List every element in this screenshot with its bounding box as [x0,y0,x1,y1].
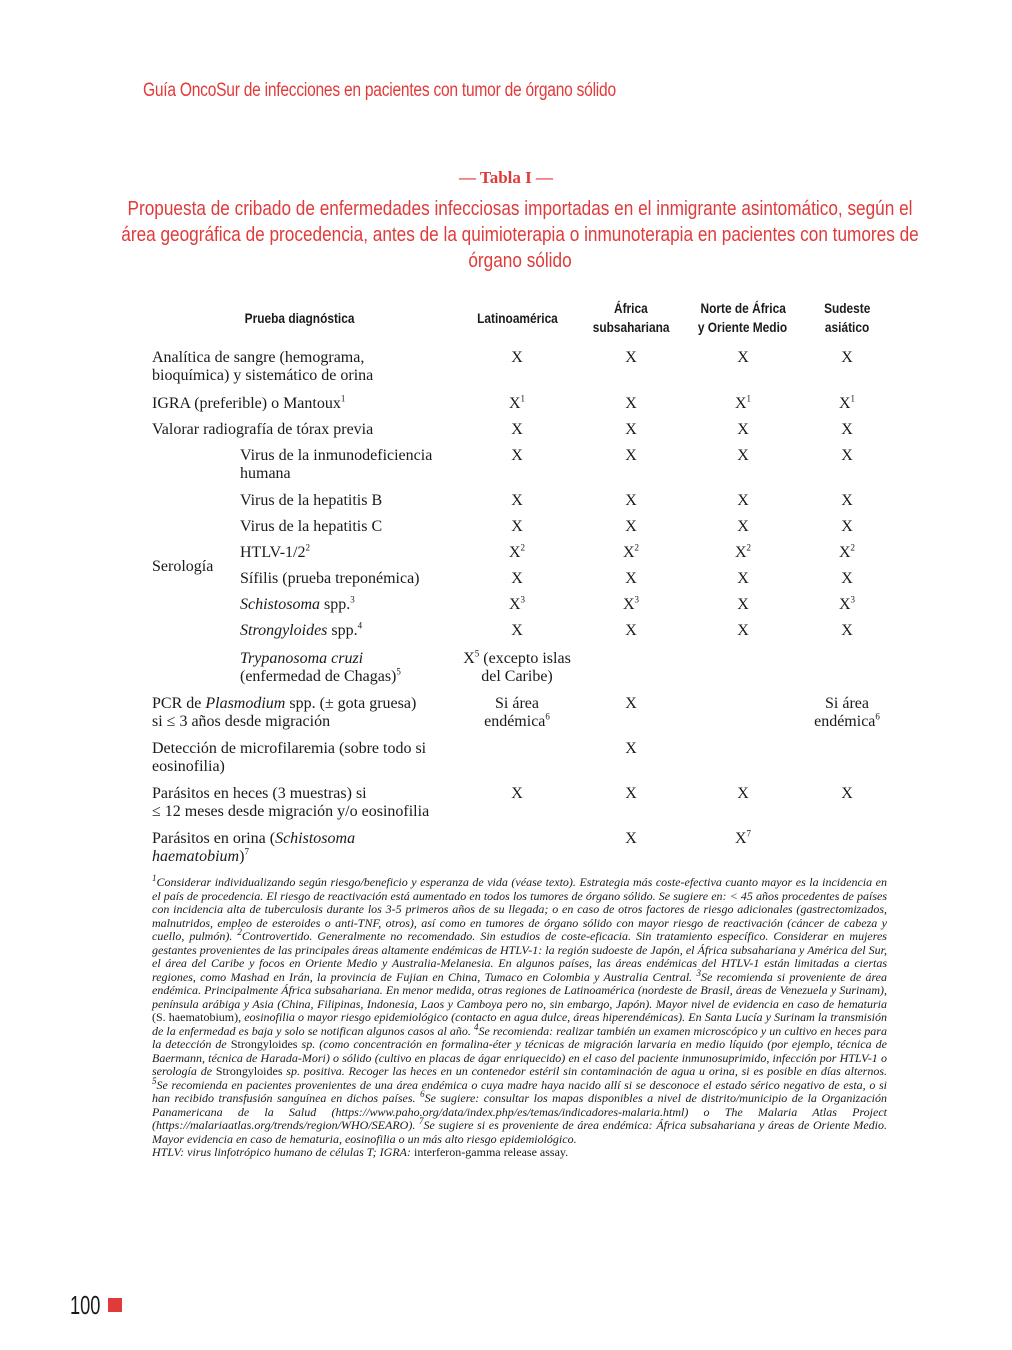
row-blood-test: Analítica de sangre (hemograma, bioquímica) y sistemático de orina [152,349,374,384]
row-hiv: Virus de la inmunodeficiencia humana [240,447,433,482]
serology-label: Serología [152,558,214,575]
cell-s7-sea: X [841,622,853,639]
cell-r6-sea: X [841,785,853,802]
cell-r4-latam: Si área endémica$^6$ [484,695,550,730]
cell-s6-ssa: $X^3$ [622,594,640,613]
header-sea: Sudeste asiático [823,300,871,335]
cell-s3-ssa: X [625,518,637,535]
cell-s3-sea: X [841,518,853,535]
cell-r2-ssa: X [625,395,637,412]
cell-s2-nafr: X [737,492,749,509]
cell-s8-latam: $X^5$ (excepto islas del Caribe) [463,648,571,685]
cell-r6-ssa: X [625,785,637,802]
cell-r4-sea: Si área endémica$^6$ [814,695,880,730]
cell-s4-latam: $X^2$ [508,542,526,561]
row-syphilis: Sífilis (prueba treponémica) [240,570,420,587]
cell-s3-latam: X [511,518,523,535]
row-htlv: HTLV-$1/2^2$ [240,542,310,561]
cell-r1-sea: X [841,349,853,366]
cell-r3-ssa: X [625,421,637,438]
row-urine-parasites: Parásitos en orina (Schistosoma haematobium)$^7$ [152,830,356,865]
cell-r2-nafr: $X^1$ [734,393,752,412]
cell-s7-ssa: X [625,622,637,639]
row-trypanosoma: Trypanosoma cruzi (enfermedad de Chagas)$^5$ [240,650,401,685]
row-stool-parasites: Parásitos en heces (3 muestras) si ≤ 12 meses desde migración y/o eosinofilia [152,785,430,820]
cell-s6-latam: $X^3$ [508,594,526,613]
cell-s6-sea: $X^3$ [838,594,856,613]
cell-r5-ssa: X [625,740,637,757]
cell-s7-nafr: X [737,622,749,639]
row-schistosoma: Schistosoma spp.$^3$ [240,594,355,613]
row-pcr-plasmodium: PCR de Plasmodium spp. (± gota gruesa) si ≤ 3 años desde migración [152,695,417,730]
cell-r7-ssa: X [625,830,637,847]
cell-r6-latam: X [511,785,523,802]
row-igra: IGRA (preferible) o Mantoux$^1$ [152,393,346,412]
cell-s4-sea: $X^2$ [838,542,856,561]
cell-r3-latam: X [511,421,523,438]
row-hcv: Virus de la hepatitis C [240,518,383,535]
cell-r3-sea: X [841,421,853,438]
cell-s1-nafr: X [737,447,749,464]
row-strongyloides: Strongyloides spp.$^4$ [240,620,363,639]
cell-s1-latam: X [511,447,523,464]
cell-s5-nafr: X [737,570,749,587]
table-footnotes: $^1$Considerar individualizando según riesgo/beneficio y esperanza de vida (véase texto). Estrategia más coste-efectiva cuanto mayor es la incidencia en el país de procedencia. El riesgo de reactivación está aumentado en todos los tumores de órgano sólido. Se sugiere en: < 45 años procedentes de países con incidencia alta de tuberculosis durante los 3-5 primeros años de su llegada; o en caso de otros factores de riesgo adicionales (gastrectomizados, malnutridos, empleo de esteroides o anti-TNF, otros), así como en tumores de órgano sólido con mayor riesgo de reactivación (cáncer de cabeza y cuello, pulmón). $^2$Controvertido. Generalmente no recomendado. Sin estudios de coste-eficacia. Sin tratamiento específico. Considerar en mujeres gestantes provenientes de las principales áreas altamente endémicas de HTLV-1: la región sudoeste de Japón, el África subsahariana y América del Sur, el área del Caribe y focos en Oriente Medio y Australia-Melanesia. En algunos países, las áreas endémicas del HTLV-1 están limitadas a ciertas regiones, como Mashad en Irán, la provincia de Fujian en China, Tumaco en Colombia y Australia Central. $^3$Se recomienda si proveniente de área endémica. Principalmente África subsahariana. En menor medida, otras regiones de Latinoamérica (nordeste de Brasil, áreas de Venezuela y Surinam), península arábiga y Asia (China, Filipinas, Indonesia, Laos y Camboya pero no, sin embargo, Japón). Mayor nivel de evidencia en caso de hematuria (S. haematobium), eosinofilia o mayor riesgo epidemiológico (contacto en agua dulce, áreas hiperendémicas). En Santa Lucía y Surinam la transmisión de la enfermedad es baja y solo se notifican algunos casos al año. $^4$Se recomienda: realizar también un examen microscópico y un cultivo en heces para la detección de Strongyloides sp. (como concentración en formalina-éter y técnicas de migración larvaria en medio líquido (por ejemplo, técnica de Baermann, técnica de Harada-Mori) o sólido (cultivo en placas de ágar enriquecido) en el caso del paciente inmunosuprimido, infección por HTLV-1 o serología de Strongyloides sp. positiva. Recoger las heces en un contenedor estéril sin contaminación de agua u orina, si es posible en días alternos. $^5$Se recomienda en pacientes provenientes de una área endémica o cuya madre haya nacido allí si se desconoce el estado sérico negativo de esta, o si han recibido transfusión sanguínea en dichos países. $^6$Se sugiere: consultar los mapas disponibles a nivel de distrito/municipio de la Organización Panamericana de la Salud (https://www.paho.org/data/index.php/es/temas/indicadores-malaria.html) o The Malaria Atlas Project (https://malariaatlas.org/trends/region/WHO/SEARO). $^7$Se sugiere si es proveniente de área endémica: África subsahariana y áreas de Oriente Medio. Mayor evidencia en caso de hematuria, eosinofilia o un más alto riesgo epidemiológico. HTLV: virus linfotrópico humano de células T; IGRA: interferon-gamma release assay. [152,873,888,1159]
row-hbv: Virus de la hepatitis B [240,492,383,509]
cell-r6-nafr: X [737,785,749,802]
table-caption [120,196,920,274]
cell-r3-nafr: X [737,421,749,438]
cell-s1-sea: X [841,447,853,464]
cell-s3-nafr: X [737,518,749,535]
cell-s4-ssa: $X^2$ [622,542,640,561]
cell-s4-nafr: $X^2$ [734,542,752,561]
page-marker-square [108,1298,122,1312]
cell-s2-sea: X [841,492,853,509]
table-caption-text: Propuesta de cribado de enfermedades infecciosas importadas en el inmigrante asintomático, según el área geográfica de procedencia, antes de la quimioterapia o inmunoterapia en pacientes con tumores de órgano sólido [121,198,919,272]
cell-s1-ssa: X [625,447,637,464]
running-head: Guía OncoSur de infecciones en pacientes con tumor de órgano sólido [143,80,616,101]
cell-r2-latam: $X^1$ [508,393,526,412]
header-test: Prueba diagnóstica [245,310,355,326]
cell-s2-ssa: X [625,492,637,509]
cell-r7-nafr: $X^7$ [734,828,752,847]
row-microfilaremia: Detección de microfilaremia (sobre todo si eosinofilia) [152,740,427,775]
header-latam: Latinoamérica [476,310,558,326]
page-number: 100 [70,1290,101,1320]
row-xray: Valorar radiografía de tórax previa [152,421,374,438]
cell-s5-ssa: X [625,570,637,587]
cell-r1-latam: X [511,349,523,366]
cell-s7-latam: X [511,622,523,639]
table-label: — Tabla I — [458,168,553,187]
cell-r2-sea: $X^1$ [838,393,856,412]
cell-r1-ssa: X [625,349,637,366]
cell-s5-sea: X [841,570,853,587]
cell-s6-nafr: X [737,596,749,613]
cell-r1-nafr: X [737,349,749,366]
header-ssa: África subsahariana [592,300,670,335]
cell-r4-ssa: X [625,695,637,712]
cell-s2-latam: X [511,492,523,509]
cell-s5-latam: X [511,570,523,587]
header-nafr: Norte de África y Oriente Medio [698,300,788,335]
